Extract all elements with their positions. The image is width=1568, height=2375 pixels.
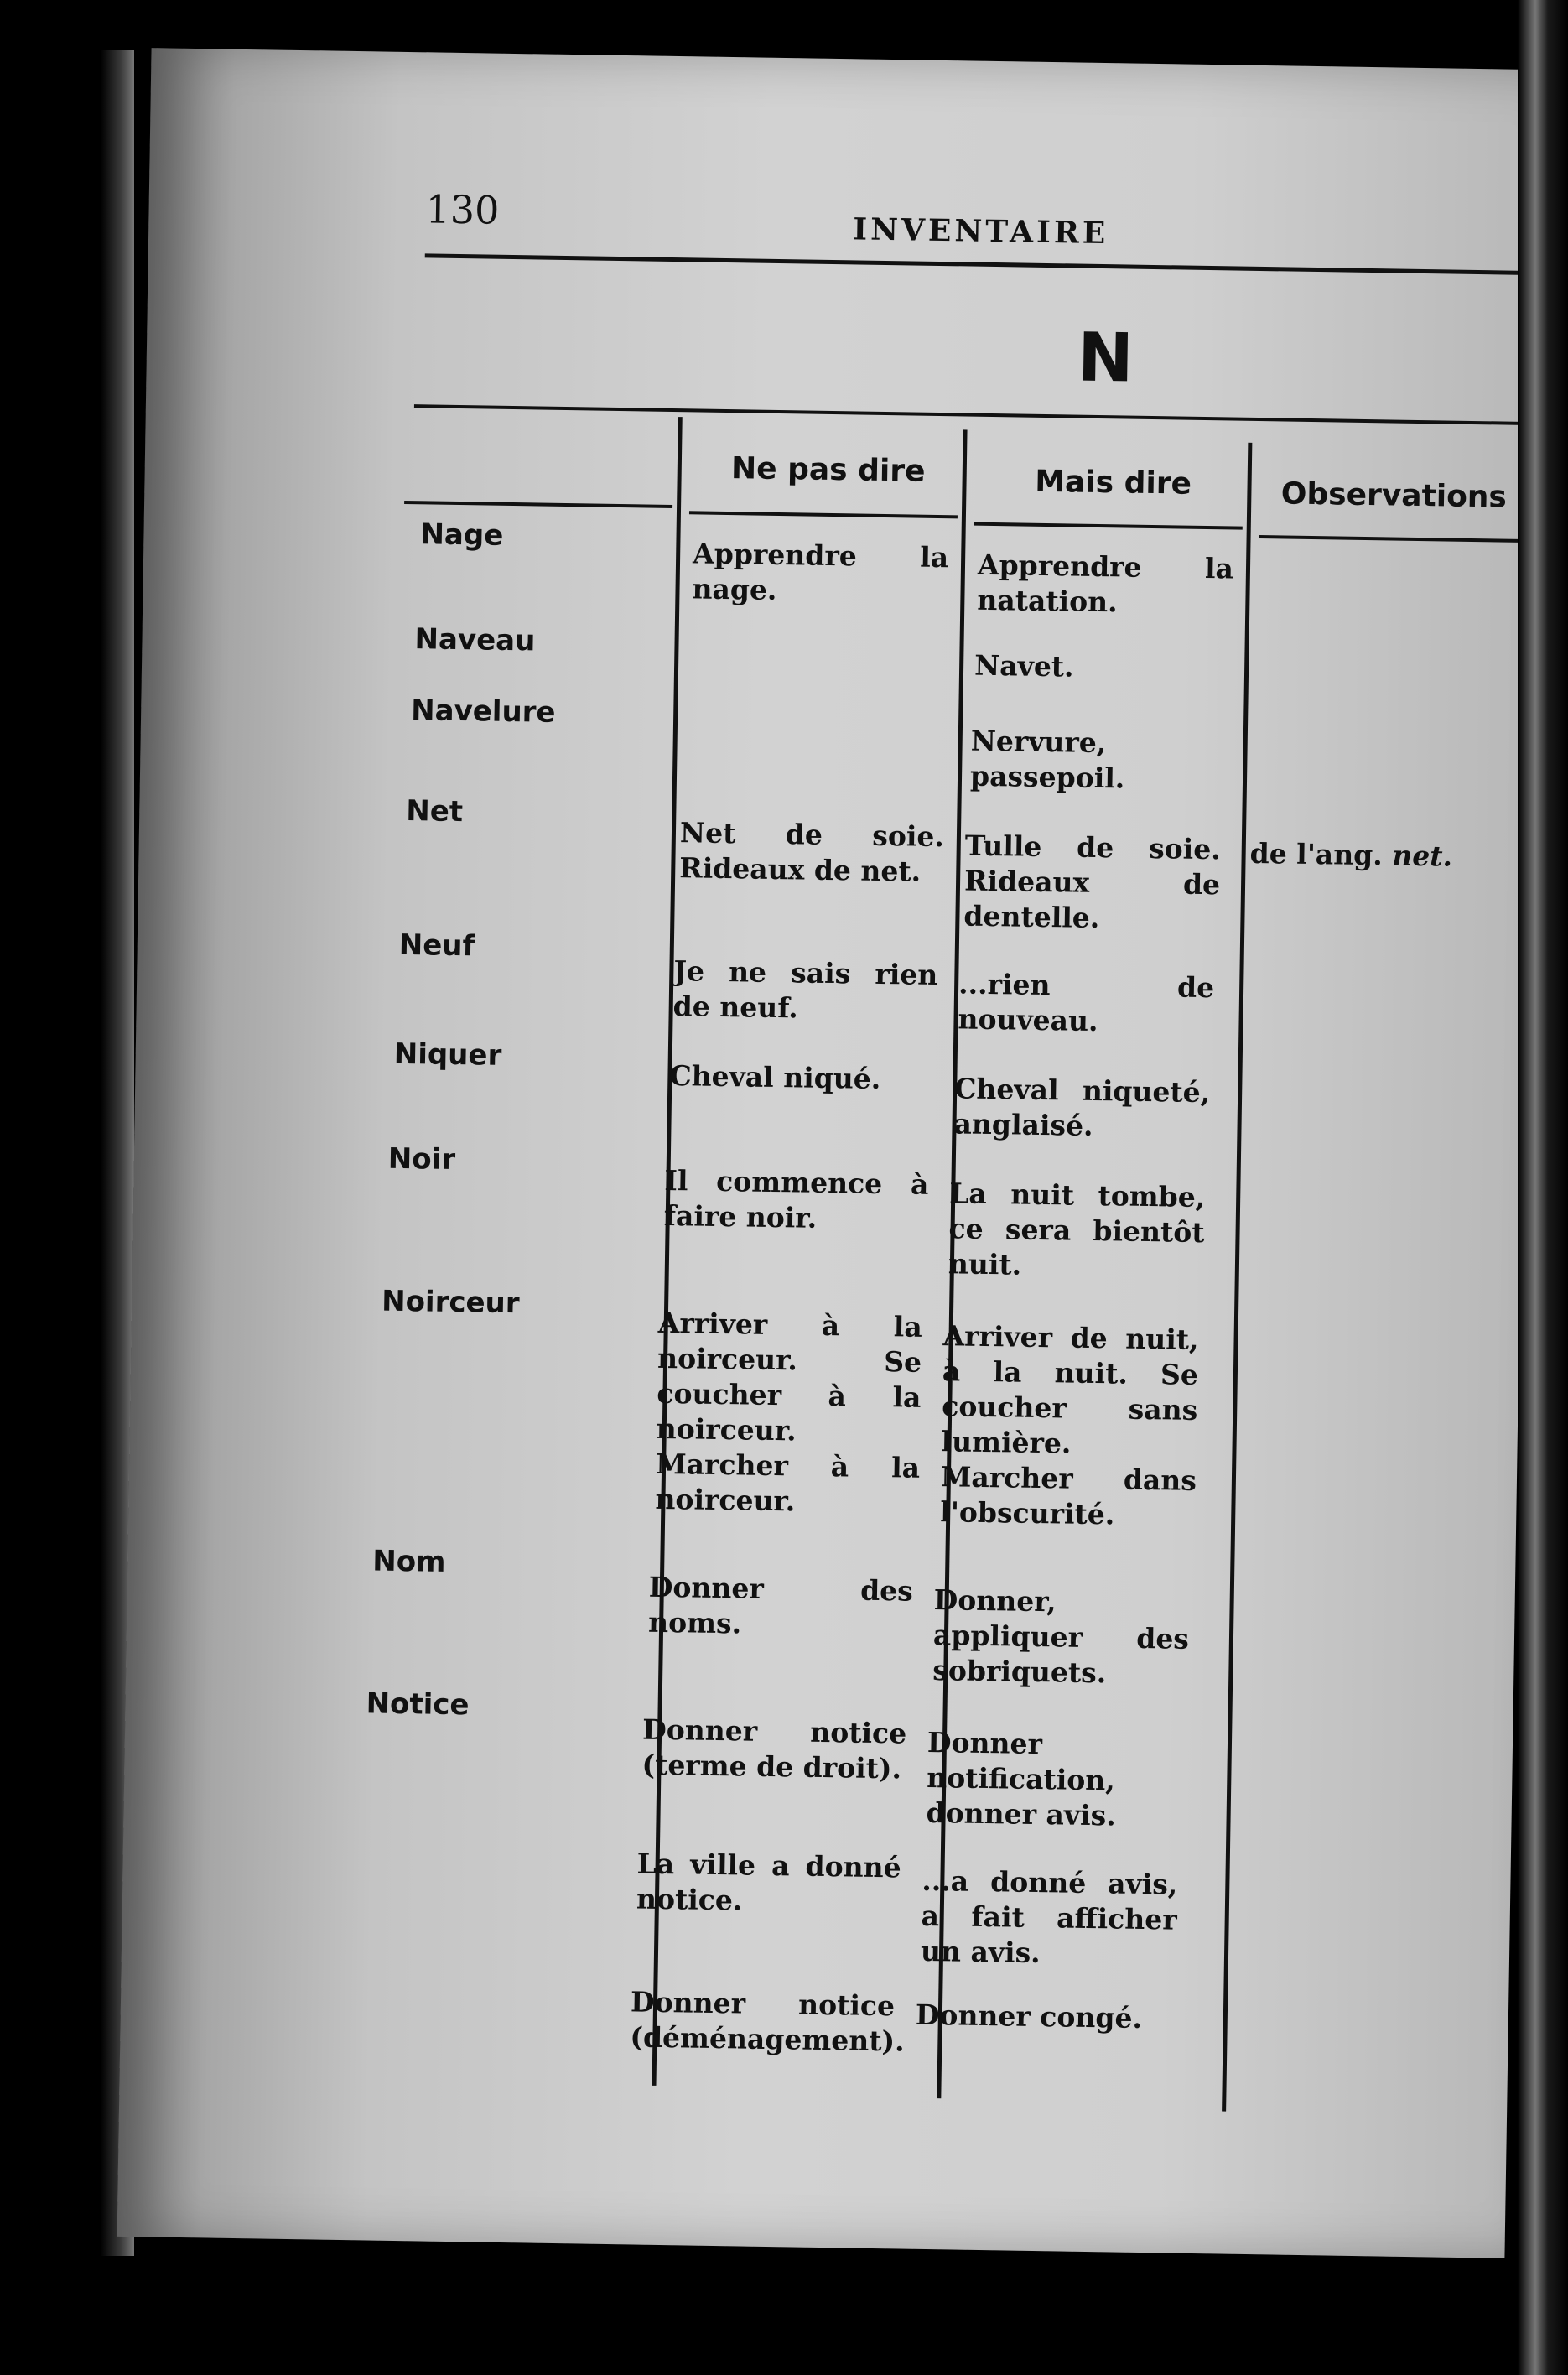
cell-mais-dire: Apprendre la natation. [977, 548, 1234, 619]
entry-word: Nom [371, 1544, 446, 1579]
entry-word: Notice [366, 1686, 470, 1723]
heading-rule-ne-pas-dire [689, 511, 958, 518]
cell-ne-pas-dire: Donner notice (terme de droit). [641, 1712, 907, 1785]
entry-word: Niquer [393, 1037, 502, 1073]
cell-mais-dire: La nuit tombe, ce sera bientôt nuit. [948, 1177, 1206, 1281]
heading-rule-mais-dire [974, 522, 1243, 530]
letter-heading: N [1077, 318, 1134, 398]
cell-mais-dire: Donner notification, donner avis. [926, 1725, 1117, 1832]
running-head: INVENTAIRE [852, 211, 1109, 252]
cell-ne-pas-dire: Arriver à la noirceur. Se coucher à la noirceur. Marcher à la noirceur. [655, 1306, 923, 1518]
cell-mais-dire: Nervure, passepoil. [969, 724, 1125, 795]
page-number: 130 [425, 186, 500, 233]
heading-rule-observations [1259, 535, 1519, 543]
cell-ne-pas-dire: Donner des noms. [647, 1570, 914, 1640]
cell-ne-pas-dire: Cheval niqué. [669, 1059, 881, 1095]
col-head-ne-pas-dire: Ne pas dire [730, 451, 926, 489]
heading-rule-entries [404, 501, 672, 508]
cell-mais-dire: Donner, appliquer des sobriquets. [932, 1583, 1190, 1690]
cell-observations [1249, 837, 1519, 874]
cell-mais-dire: ...rien de nouveau. [958, 967, 1215, 1038]
entry-word: Nage [420, 517, 504, 553]
cell-ne-pas-dire: Apprendre la nage. [692, 537, 949, 606]
entry-word: Noirceur [381, 1284, 520, 1321]
cell-ne-pas-dire: Net de soie. Rideaux de net. [679, 816, 945, 888]
entry-word: Naveau [414, 622, 536, 658]
col-head-observations: Observations [1280, 476, 1508, 515]
observation-text: de l'ang. [1249, 836, 1384, 872]
entry-word: Noir [387, 1141, 456, 1177]
observation-italic: net. [1391, 839, 1453, 873]
cell-ne-pas-dire: Il commence à faire noir. [663, 1163, 929, 1234]
cell-mais-dire: Navet. [974, 648, 1074, 683]
header-rule [425, 253, 1524, 275]
cell-ne-pas-dire: Donner notice (déménagement). [630, 1985, 905, 2058]
cell-mais-dire: ...a donné avis, a fait afficher un avis. [920, 1863, 1178, 1970]
cell-mais-dire: Donner congé. [915, 1998, 1143, 2035]
right-page-edge [1518, 0, 1568, 2375]
cell-ne-pas-dire: La ville a donné notice. [636, 1847, 901, 1917]
letter-rule [414, 404, 1521, 425]
entry-word: Net [406, 794, 464, 829]
col-head-mais-dire: Mais dire [1034, 464, 1192, 502]
entry-word: Navelure [410, 694, 556, 730]
column-divider-3 [1222, 443, 1252, 2112]
cell-mais-dire: Tulle de soie. Rideaux de dentelle. [963, 829, 1222, 935]
column-divider-1 [652, 417, 683, 2086]
book-page [117, 48, 1539, 2258]
cell-mais-dire: Cheval niqueté, anglaisé. [953, 1072, 1211, 1142]
entry-word: Neuf [398, 928, 475, 964]
cell-mais-dire: Arriver de nuit, à la nuit. Se coucher sans lumière. Marcher dans l'obscurité. [939, 1319, 1199, 1531]
cell-ne-pas-dire: Je ne sais rien de neuf. [672, 954, 938, 1025]
